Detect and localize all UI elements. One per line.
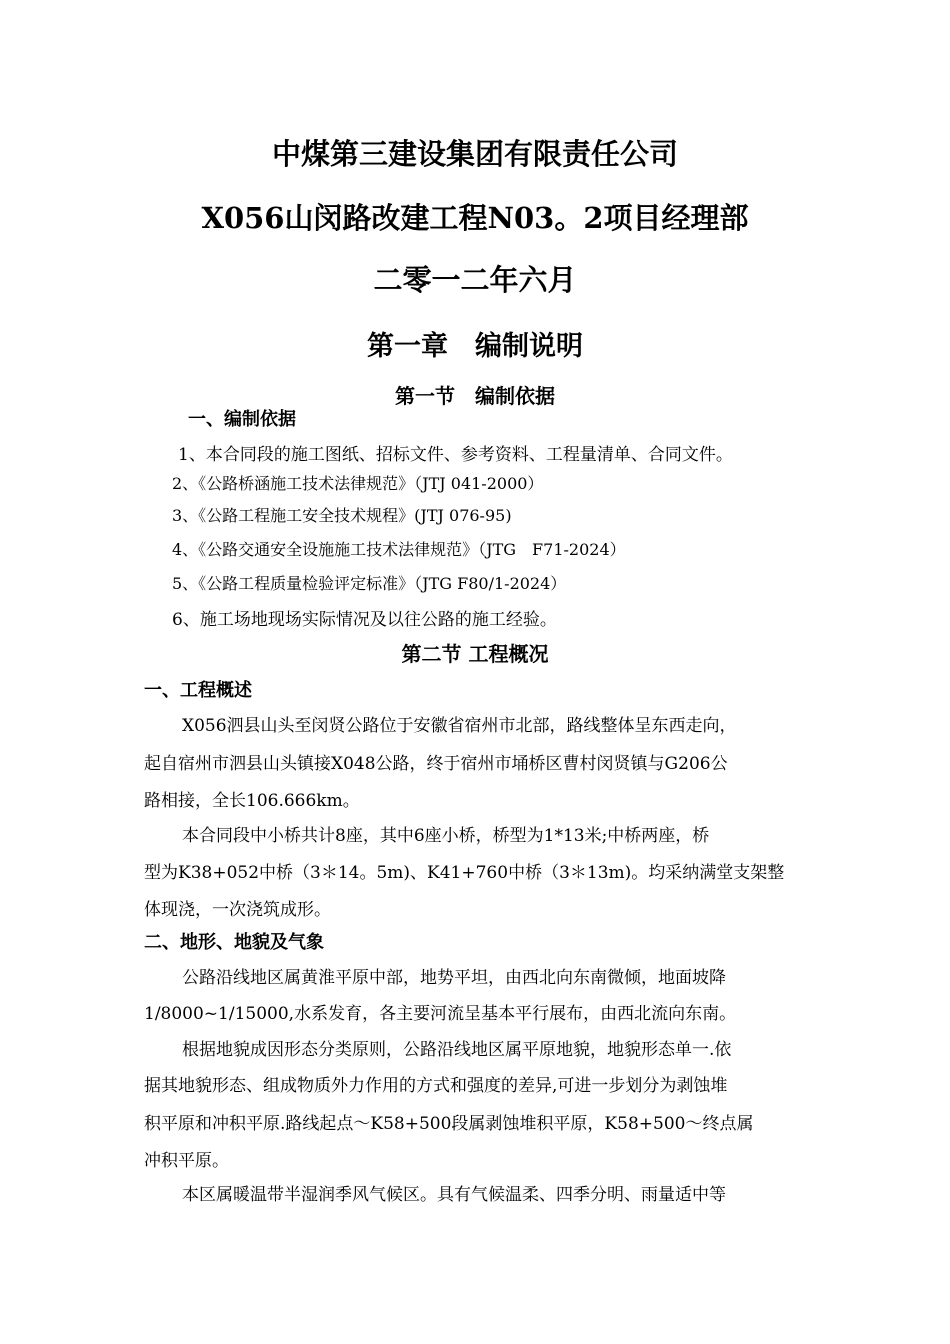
overview-heading: 一、工程概述 (144, 680, 252, 701)
basis-item-2: 2、《公路桥涵施工技术法律规范》（JTJ 041-2000） (172, 474, 544, 493)
terrain-para1-line2: 1/8000~1/15000,水系发育，各主要河流呈基本平行展布，由西北流向东南。 (144, 1004, 737, 1024)
terrain-heading: 二、地形、地貌及气象 (144, 932, 324, 953)
section2-title: 第二节 工程概况 (401, 642, 549, 666)
basis-item-5: 5、《公路工程质量检验评定标准》（JTG F80/1-2024） (172, 574, 567, 593)
basis-item-1: 1、本合同段的施工图纸、招标文件、参考资料、工程量清单、合同文件。 (178, 445, 733, 465)
overview-para2-line1: 本合同段中小桥共计8座，其中6座小桥，桥型为1*13米;中桥两座，桥 (182, 826, 710, 846)
terrain-para2-line3: 积平原和冲积平原.路线起点～K58+500段属剥蚀堆积平原，K58+500～终点属 (144, 1114, 754, 1134)
section1-heading: 一、编制依据 (188, 409, 296, 430)
overview-para2-line2: 型为K38+052中桥（3＊14。5m)、K41+760中桥（3＊13m)。均采纳满堂支架整 (144, 863, 785, 883)
basis-item-4: 4、《公路交通安全设施施工技术法律规范》（JTG F71-2024） (172, 540, 626, 559)
date-title: 二零一二年六月 (373, 263, 577, 297)
climate-para-line1: 本区属暖温带半湿润季风气候区。具有气候温柔、四季分明、雨量适中等 (182, 1185, 726, 1205)
basis-item-6: 6、施工场地现场实际情况及以往公路的施工经验。 (172, 610, 557, 630)
project-title: X056山闵路改建工程N03。2项目经理部 (201, 201, 749, 235)
terrain-para2-line4: 冲积平原。 (144, 1151, 229, 1171)
overview-para1-line3: 路相接，全长106.666km。 (144, 791, 360, 811)
terrain-para2-line2: 据其地貌形态、组成物质外力作用的方式和强度的差异,可进一步划分为剥蚀堆 (144, 1076, 728, 1096)
terrain-para1-line1: 公路沿线地区属黄淮平原中部，地势平坦，由西北向东南微倾，地面坡降 (182, 968, 726, 988)
company-title: 中煤第三建设集团有限责任公司 (271, 137, 678, 171)
overview-para1-line2: 起自宿州市泗县山头镇接X048公路，终于宿州市埇桥区曹村闵贤镇与G206公 (144, 754, 728, 774)
overview-para1-line1: X056泗县山头至闵贤公路位于安徽省宿州市北部，路线整体呈东西走向， (182, 716, 737, 736)
overview-para2-line3: 体现浇，一次浇筑成形。 (144, 900, 331, 920)
basis-item-3: 3、《公路工程施工安全技术规程》(JTJ 076-95) (172, 506, 512, 525)
chapter-title: 第一章 编制说明 (367, 331, 583, 362)
section1-title: 第一节 编制依据 (395, 384, 555, 408)
terrain-para2-line1: 根据地貌成因形态分类原则，公路沿线地区属平原地貌，地貌形态单一.依 (182, 1040, 732, 1060)
